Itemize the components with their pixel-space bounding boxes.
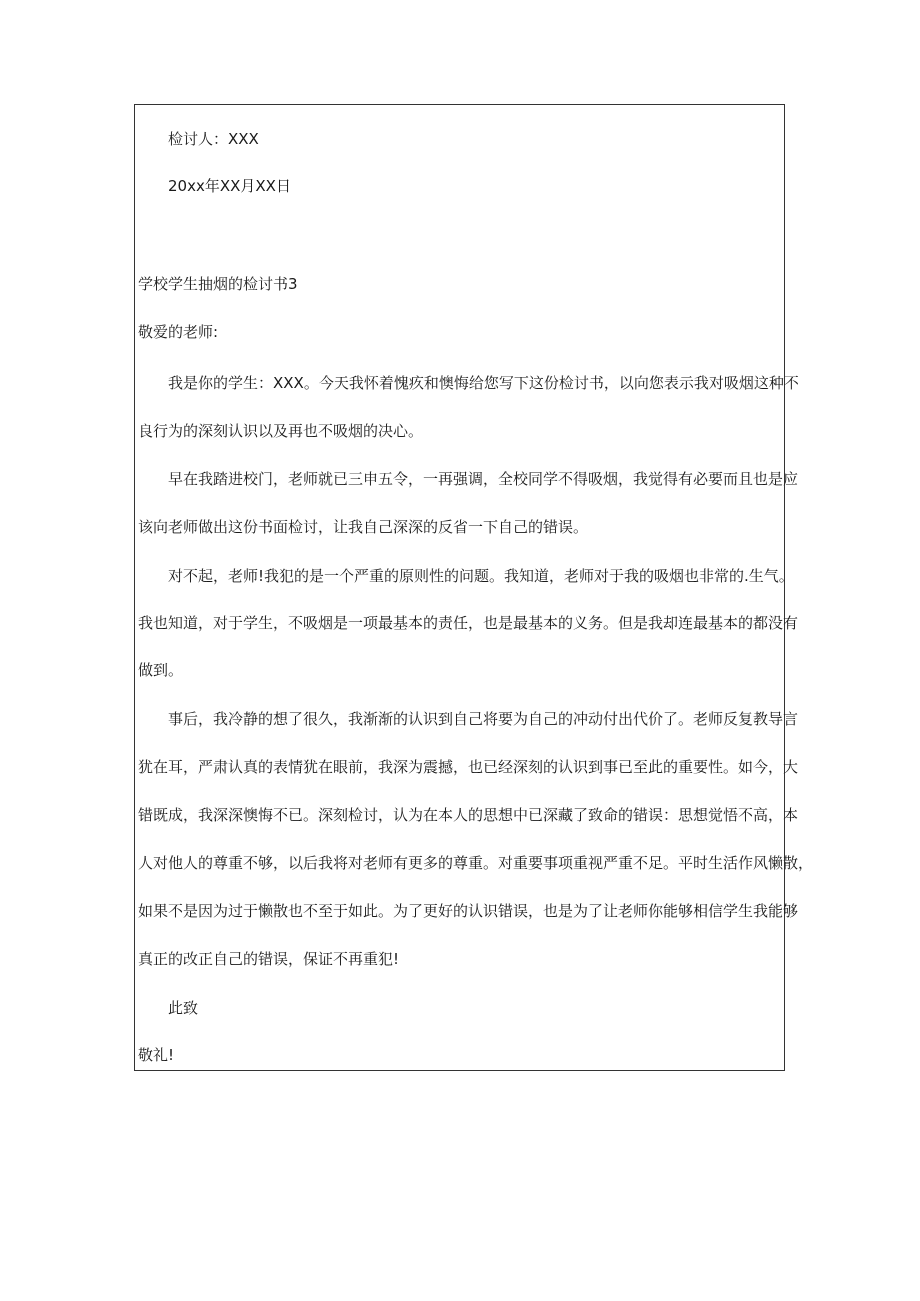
document-frame — [134, 104, 814, 1071]
letter-regards: 敬礼! — [138, 1046, 175, 1064]
paragraph-line: 错既成，我深深懊悔不已。深刻检讨，认为在本人的思想中已深藏了致命的错误：思想觉悟不高，本 — [138, 806, 799, 824]
letter-title: 学校学生抽烟的检讨书3 — [138, 275, 298, 293]
paragraph-line: 早在我踏进校门，老师就已三申五令，一再强调，全校同学不得吸烟，我觉得有必要而且也是应 — [168, 470, 799, 488]
paragraph-line: 真正的改正自己的错误，保证不再重犯! — [138, 950, 400, 968]
signature-date: 20xx年XX月XX日 — [168, 177, 291, 195]
paragraph-line: 良行为的深刻认识以及再也不吸烟的决心。 — [138, 422, 424, 440]
paragraph-line: 对不起，老师!我犯的是一个严重的原则性的问题。我知道，老师对于我的吸烟也非常的.生气。 — [168, 567, 794, 585]
letter-salutation: 敬爱的老师: — [138, 323, 219, 341]
paragraph-line: 我是你的学生：XXX。今天我怀着愧疚和懊悔给您写下这份检讨书，以向您表示我对吸烟这种不 — [168, 374, 799, 392]
paragraph-line: 事后，我冷静的想了很久，我渐渐的认识到自己将要为自己的冲动付出代价了。老师反复教导言 — [168, 710, 799, 728]
letter-closing: 此致 — [168, 999, 199, 1017]
paragraph-line: 做到。 — [138, 661, 184, 679]
paragraph-line: 人对他人的尊重不够，以后我将对老师有更多的尊重。对重要事项重视严重不足。平时生活作风懒散， — [138, 854, 814, 872]
signature-author: 检讨人：XXX — [168, 130, 259, 148]
paragraph-line: 该向老师做出这份书面检讨，让我自己深深的反省一下自己的错误。 — [138, 518, 589, 536]
paragraph-line: 犹在耳，严肃认真的表情犹在眼前，我深为震撼，也已经深刻的认识到事已至此的重要性。如今，大 — [138, 758, 799, 776]
paragraph-line: 如果不是因为过于懒散也不至于如此。为了更好的认识错误，也是为了让老师你能够相信学生我能够 — [138, 902, 799, 920]
paragraph-line: 我也知道，对于学生，不吸烟是一项最基本的责任，也是最基本的义务。但是我却连最基本的都没有 — [138, 614, 799, 632]
